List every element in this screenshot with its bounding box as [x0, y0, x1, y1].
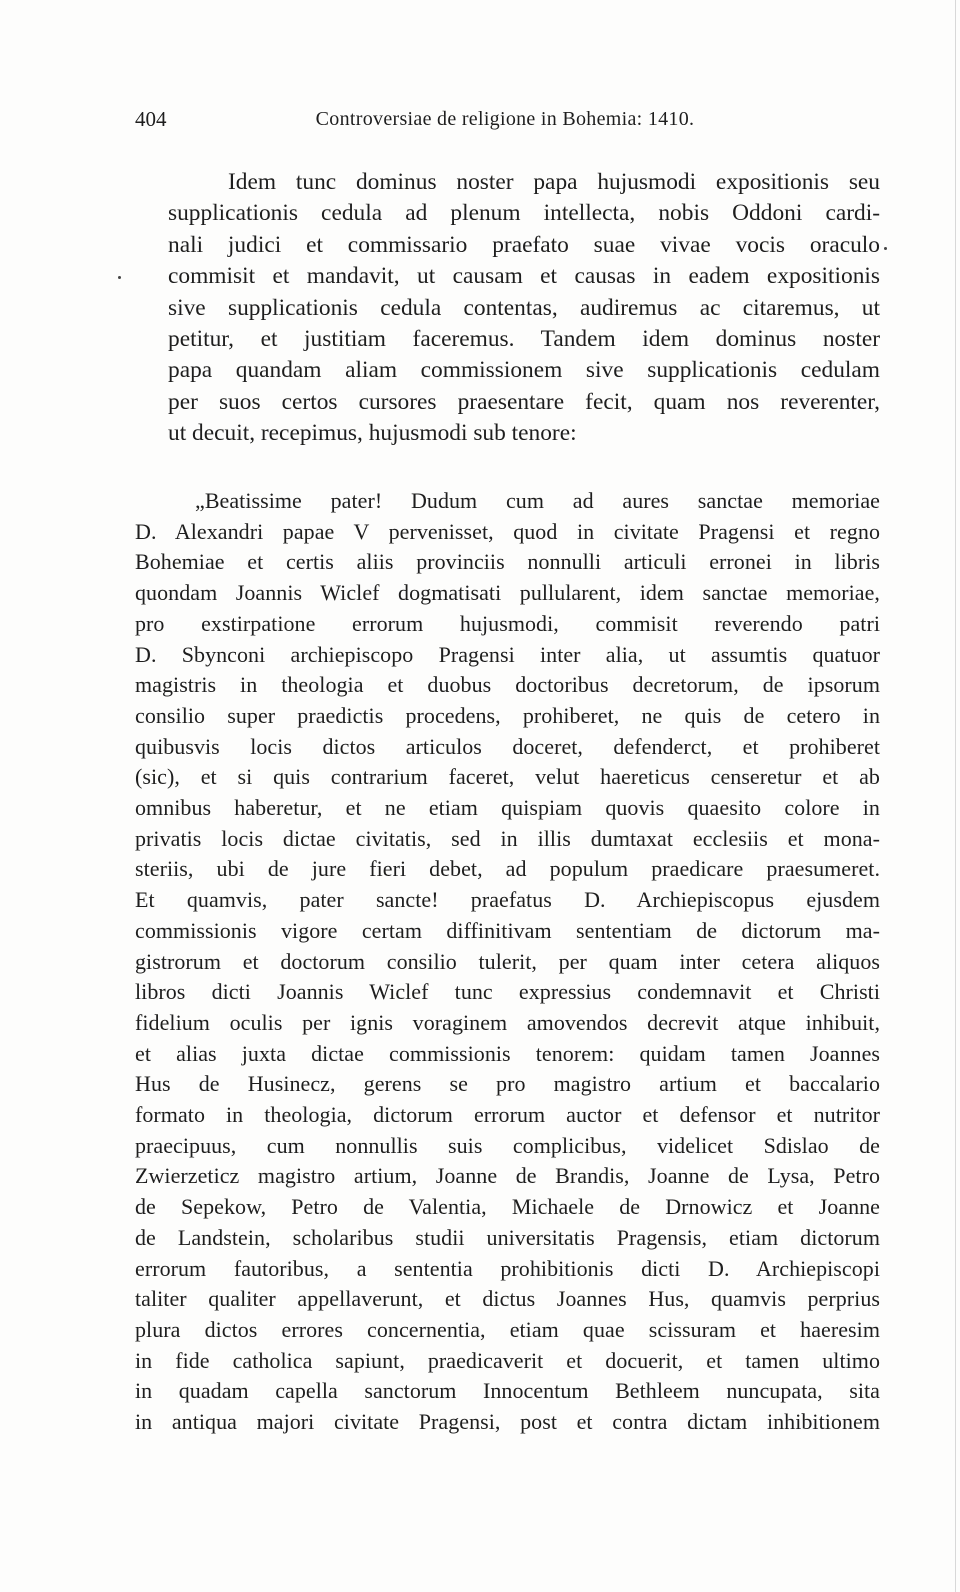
- text-line: de Landstein, scholaribus studii universitatis Pragensis, etiam dictorum: [135, 1224, 880, 1250]
- text-line: privatis locis dictae civitatis, sed in illis dumtaxat ecclesiis et mona-: [135, 825, 880, 851]
- text-line: praecipuus, cum nonnullis suis complicibus, videlicet Sdislao de: [135, 1132, 880, 1158]
- text-line: magistris in theologia et duobus doctoribus decretorum, de ipsorum: [135, 672, 880, 698]
- text-line: petitur, et justitiam faceremus. Tandem idem dominus noster: [168, 326, 880, 353]
- text-line: quondam Joannis Wiclef dogmatisati pullularent, idem sanctae memoriae,: [135, 580, 880, 606]
- text-line: nali judici et commissario praefato suae vivae vocis oraculo: [168, 231, 880, 258]
- text-line: plura dictos errores concernentia, etiam quae scissuram et haeresim: [135, 1316, 880, 1342]
- text-line: et alias juxta dictae commissionis tenorem: quidam tamen Joannes: [135, 1040, 880, 1066]
- text-line: errorum fautoribus, a sententia prohibitionis dicti D. Archiepiscopi: [135, 1255, 880, 1281]
- text-line: Hus de Husinecz, gerens se pro magistro artium et baccalario: [135, 1071, 880, 1097]
- text-line: Idem tunc dominus noster papa hujusmodi expositionis seu: [228, 169, 880, 195]
- text-line: D. Alexandri papae V pervenisset, quod in civitate Pragensi et regno: [135, 518, 880, 544]
- text-line: de Sepekow, Petro de Valentia, Michaele de Drnowicz et Joanne: [135, 1194, 880, 1220]
- text-line: libros dicti Joannis Wiclef tunc expressius condemnavit et Christi: [135, 979, 880, 1005]
- text-line: (sic), et si quis contrarium faceret, velut haereticus censeretur et ab: [135, 764, 880, 790]
- text-line: Bohemiae et certis aliis provinciis nonnulli articuli erronei in libris: [135, 549, 880, 575]
- text-line: sive supplicationis cedula contentas, audiremus ac citaremus, ut: [168, 294, 880, 321]
- running-title: Controversiae de religione in Bohemia: 1410.: [315, 108, 695, 130]
- text-line: commisit et mandavit, ut causam et causas in eadem expositionis: [168, 263, 880, 290]
- text-line: Zwierzeticz magistro artium, Joanne de Brandis, Joanne de Lysa, Petro: [135, 1163, 880, 1189]
- text-line: consilio super praedictis procedens, prohiberet, ne quis de cetero in: [135, 702, 880, 728]
- speck-mark: [884, 247, 887, 250]
- text-line: fidelium oculis per ignis voraginem amovendos decrevit atque inhibuit,: [135, 1009, 880, 1035]
- text-line: in antiqua majori civitate Pragensi, post et contra dictam inhibitionem: [135, 1409, 880, 1435]
- text-line: in quadam capella sanctorum Innocentum Bethleem nuncupata, sita: [135, 1378, 880, 1404]
- text-line: commissionis vigore certam diffinitivam sententiam de dictorum ma-: [135, 917, 880, 943]
- text-line: in fide catholica sapiunt, praedicaverit et docuerit, et tamen ultimo: [135, 1347, 880, 1373]
- running-head: [135, 104, 875, 134]
- paragraph-supplication: [135, 486, 880, 1438]
- text-line: formato in theologia, dictorum errorum auctor et defensor et nutritor: [135, 1102, 880, 1128]
- text-line: omnibus haberetur, et ne etiam quispiam quovis quaesito colore in: [135, 795, 880, 821]
- text-line: quibusvis locis dictos articulos doceret, defenderct, et prohiberet: [135, 733, 880, 759]
- text-line: taliter qualiter appellaverunt, et dictus Joannes Hus, quamvis perprius: [135, 1286, 880, 1312]
- text-line: ut decuit, recepimus, hujusmodi sub tenore:: [168, 420, 577, 447]
- speck-mark: [118, 276, 121, 279]
- text-line: per suos certos cursores praesentare fecit, quam nos reverenter,: [168, 388, 880, 415]
- page-edge-line: [955, 0, 956, 1592]
- text-line: D. Sbynconi archiepiscopo Pragensi inter alia, ut assumtis quatuor: [135, 641, 880, 667]
- text-line: papa quandam aliam commissionem sive supplicationis cedulam: [168, 357, 880, 384]
- text-line: steriis, ubi de jure fieri debet, ad populum praedicare praesumeret.: [135, 856, 880, 882]
- text-line: gistrorum et doctorum consilio tulerit, per quam inter cetera aliquos: [135, 948, 880, 974]
- paragraph-narrative: [135, 167, 880, 450]
- text-line: pro exstirpatione errorum hujusmodi, commisit reverendo patri: [135, 610, 880, 636]
- page-number: 404: [135, 107, 167, 131]
- text-line: „Beatissime pater! Dudum cum ad aures sanctae memoriae: [195, 488, 880, 513]
- text-line: supplicationis cedula ad plenum intellecta, nobis Oddoni cardi-: [168, 200, 880, 227]
- text-line: Et quamvis, pater sancte! praefatus D. Archiepiscopus ejusdem: [135, 887, 880, 913]
